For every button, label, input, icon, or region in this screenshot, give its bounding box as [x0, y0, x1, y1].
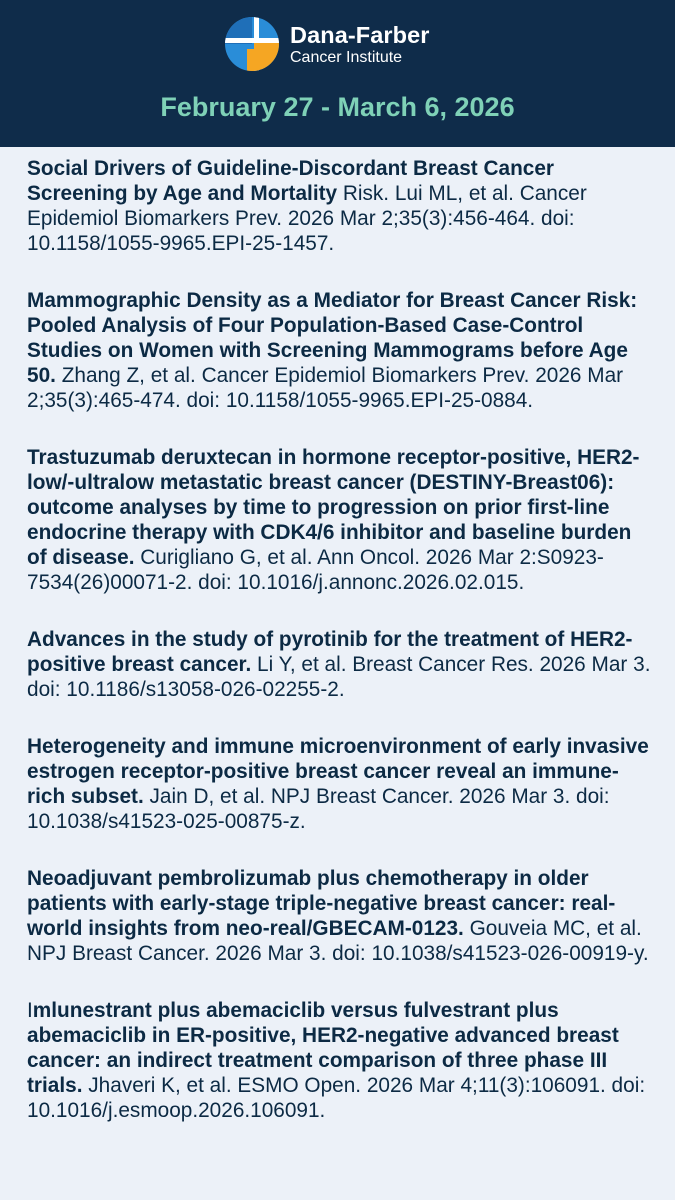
article-citation: Risk. Lui ML, et al. Cancer Epidemiol Biomarkers Prev. 2026 Mar 2;35(3):456-464. doi: 10.1158/1055-9965.EPI-25-1457. [27, 182, 587, 255]
article-item [27, 288, 652, 413]
brand-subtitle: Cancer Institute [290, 49, 403, 66]
article-title: Advances in the study of pyrotinib for the treatment of HER2-positive breast cancer. [27, 628, 633, 676]
article-citation: Li Y, et al. Breast Cancer Res. 2026 Mar 3. doi: 10.1186/s13058-026-02255-2. [27, 653, 651, 701]
header-banner [0, 0, 675, 147]
article-citation: Zhang Z, et al. Cancer Epidemiol Biomarkers Prev. 2026 Mar 2;35(3):465-474. doi: 10.1158/1055-9965.EPI-25-0884. [27, 364, 624, 412]
article-citation: Jain D, et al. NPJ Breast Cancer. 2026 Mar 3. doi: 10.1038/s41523-025-00875-z. [27, 785, 610, 833]
article-title: Social Drivers of Guideline-Discordant Breast Cancer Screening by Age and Mortality [27, 157, 555, 205]
article-title-prefix: I [27, 999, 33, 1022]
article-list [27, 156, 652, 1155]
article-item [27, 734, 652, 834]
article-title: mlunestrant plus abemaciclib versus fulvestrant plus abemaciclib in ER-positive, HER2-negative advanced breast cancer: an indirect treatment comparison of three phase III trials. [27, 999, 619, 1097]
article-item [27, 156, 652, 256]
article-item [27, 866, 652, 966]
article-item [27, 445, 652, 595]
article-citation: Curigliano G, et al. Ann Oncol. 2026 Mar 2:S0923-7534(26)00071-2. doi: 10.1016/j.annonc.2026.02.015. [27, 546, 604, 594]
date-range-heading: February 27 - March 6, 2026 [160, 92, 515, 122]
brand-name: Dana-Farber [290, 22, 430, 48]
article-citation: Gouveia MC, et al. NPJ Breast Cancer. 2026 Mar 3. doi: 10.1038/s41523-026-00919-y. [27, 917, 649, 965]
article-citation: Jhaveri K, et al. ESMO Open. 2026 Mar 4;11(3):106091. doi: 10.1016/j.esmoop.2026.106091. [27, 1074, 646, 1122]
article-title: Heterogeneity and immune microenvironment of early invasive estrogen receptor-positive breast cancer reveal an immune-rich subset. [27, 735, 649, 808]
article-item [27, 627, 652, 702]
article-title: Neoadjuvant pembrolizumab plus chemotherapy in older patients with early-stage triple-negative breast cancer: real-world insights from neo-real/GBECAM-0123. [27, 867, 616, 940]
article-item [27, 998, 652, 1123]
dana-farber-logo-icon [224, 16, 280, 72]
article-title: Trastuzumab deruxtecan in hormone receptor-positive, HER2-low/-ultralow metastatic breast cancer (DESTINY-Breast06): outcome analyses by time to progression on prior first-line endocrine therapy with CDK4/6 inhibitor and baseline burden of disease. [27, 446, 640, 569]
article-title: Mammographic Density as a Mediator for Breast Cancer Risk: Pooled Analysis of Four Population-Based Case-Control Studies on Women with Screening Mammograms before Age 50. [27, 289, 638, 387]
